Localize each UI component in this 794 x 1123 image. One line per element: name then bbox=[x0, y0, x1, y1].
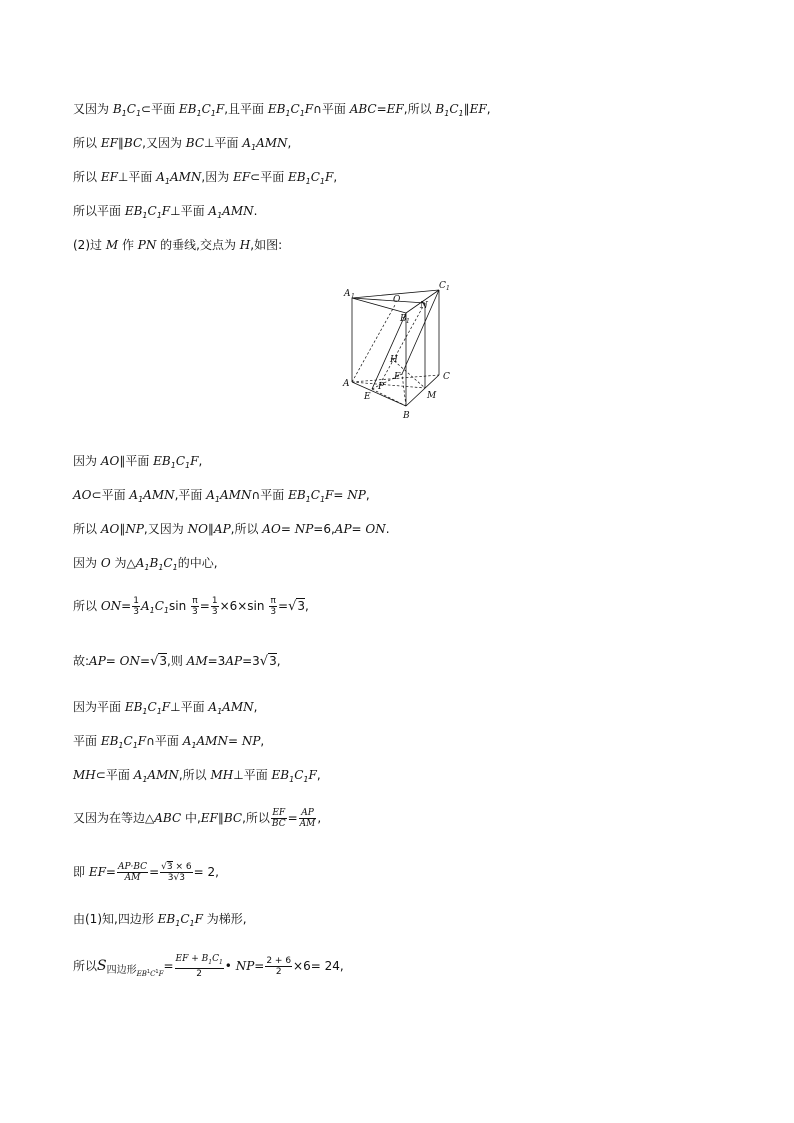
text-line-11: 故:AP= ON=√3,则 AM=3AP=3√3, bbox=[73, 654, 281, 669]
label-O: O bbox=[393, 295, 401, 305]
text-line-7: AO⊂平面 $A_1AMN$,平面 $A_1AMN\cap$平面 $EB_1C_1F=$ NP, bbox=[73, 488, 370, 504]
text-line-1: 又因为 $B_1C_1\subset$平面 $EB_1C_1F$,且平面 $EB_1C_1F\cap$平面 ABC=EF,所以 $B_1C_1\parallel EF$, bbox=[73, 102, 491, 118]
text-line-17: 由(1)知,四边形 $EB_1C_1F$ 为梯形, bbox=[73, 912, 247, 928]
text-line-2: 所以 EF∥BC,又因为 BC⊥平面 $A_1AMN$, bbox=[73, 136, 292, 152]
label-A1: A bbox=[344, 289, 351, 299]
label-C: C bbox=[443, 372, 450, 382]
prism-figure bbox=[340, 278, 460, 424]
label-E: E bbox=[364, 392, 371, 402]
svg-text:1: 1 bbox=[446, 285, 450, 292]
text-line-3: 所以 EF⊥平面 $A_1AMN$,因为 EF⊂平面 $EB_1C_1F$, bbox=[73, 170, 338, 186]
label-H: H bbox=[390, 355, 398, 365]
text-line-5: (2)过 M 作 PN 的垂线,交点为 H,如图: bbox=[73, 238, 283, 252]
text-line-10: 所以 ON= $\frac{1}{3}$ $A_1C_1\sin$ $\frac{\pi}{3}$ = $\frac{1}{3}$ ×6×sin $\frac{\pi}{3}$ =√3, bbox=[73, 596, 309, 617]
svg-text:1: 1 bbox=[351, 293, 355, 300]
text-line-9: 因为 O 为$\triangle A_1B_1C_1$的中心, bbox=[73, 556, 218, 572]
label-M: M bbox=[427, 391, 437, 401]
text-line-12: 因为平面 $EB_1C_1F\perp$平面 $A_1AMN$, bbox=[73, 700, 258, 716]
label-F: F bbox=[394, 372, 401, 382]
text-line-6: 因为 AO∥平面 $EB_1C_1F$, bbox=[73, 454, 203, 470]
text-line-14: MH⊂平面 $A_1AMN$,所以 MH⊥平面 $EB_1C_1F$, bbox=[73, 768, 321, 784]
text-line-16: 即 EF= $\frac{AP\cdot BC}{AM}$ = $\frac{√3 \times 6}{3√3}$ = 2, bbox=[73, 862, 219, 883]
label-B: B bbox=[403, 411, 410, 421]
label-A: A bbox=[343, 379, 350, 389]
text-line-15: 又因为在等边△ABC 中,EF∥BC,所以 $\frac{EF}{BC}$ = $\frac{AP}{AM}$ , bbox=[73, 808, 322, 829]
text-line-8: 所以 AO∥NP,又因为 NO∥AP,所以 AO= NP=6,AP= ON. bbox=[73, 522, 390, 536]
text-line-18: 所以$S_{四边形_{EB}1_C1_F}=$ $\frac{EF + B_1C_1}{2}$ • NP= $\frac{2 + 6}{2}$ ×6= 24, bbox=[73, 954, 344, 979]
label-B1: B bbox=[400, 314, 407, 324]
text-line-13: 平面 $EB_1C_1F\cap$平面 $A_1AMN=$ NP, bbox=[73, 734, 265, 750]
label-N: N bbox=[420, 301, 428, 311]
label-C1: C bbox=[439, 281, 446, 291]
label-P: P bbox=[378, 382, 385, 392]
text-line-4: 所以平面 $EB_1C_1F\perp$平面 $A_1AMN$. bbox=[73, 204, 258, 220]
svg-text:1: 1 bbox=[406, 318, 410, 325]
